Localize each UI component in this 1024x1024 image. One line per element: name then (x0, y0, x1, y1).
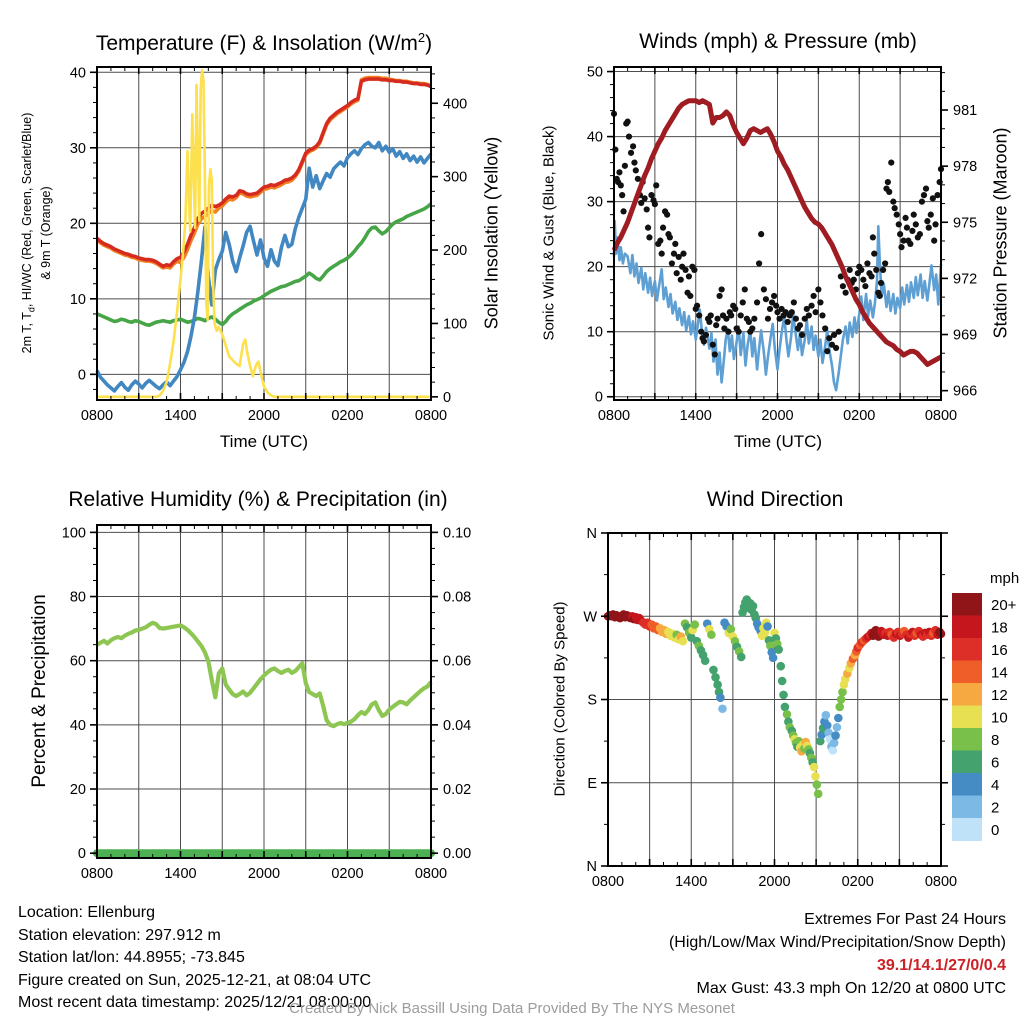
ylabel-direction-left: Direction (Colored By Speed) (551, 601, 569, 797)
station-info (18, 902, 371, 1015)
ylabel-insolation-right: Solar Insolation (Yellow) (481, 136, 502, 330)
y-tick-label-left: 10 (69, 291, 86, 308)
y-tick-label-left: 10 (586, 324, 603, 341)
colorbar-tick-label: 16 (991, 641, 1008, 659)
chart-rh-precip (62, 525, 471, 882)
x-tick-label: 0800 (414, 866, 448, 882)
extremes-subtitle: (High/Low/Max Wind/Precipitation/Snow Depth) (668, 934, 1006, 951)
x-tick-label: 1400 (675, 874, 708, 890)
colorbar-swatch (952, 593, 982, 616)
y-tick-label-left: 40 (586, 129, 603, 146)
ylabel-wind-left: Sonic Wind & Gust (Blue, Black) (540, 125, 558, 341)
y-tick-label-right: 969 (953, 327, 978, 344)
colorbar-tick-label: 14 (991, 664, 1008, 682)
y-tick-label-left: 20 (69, 782, 86, 799)
ylabel-pressure-right: Station Pressure (Maroon) (990, 127, 1011, 339)
extremes-title: Extremes For Past 24 Hours (804, 911, 1006, 928)
x-tick-label: 0800 (597, 408, 631, 424)
colorbar-swatch (952, 683, 982, 706)
chart-temp-insolation (70, 65, 467, 424)
y-tick-label-right: 981 (953, 103, 978, 120)
extremes-block (669, 908, 1006, 1000)
y-tick-label-left: 40 (69, 65, 86, 82)
y-tick-label-left: 60 (69, 653, 86, 670)
colorbar-tick-label: 12 (991, 686, 1008, 704)
y-tick-label-left: E (587, 775, 597, 792)
y-tick-label-left: W (583, 609, 597, 626)
y-tick-label-left: 30 (586, 194, 603, 211)
station-location: Location: Ellenburg (18, 904, 155, 921)
x-tick-label: 0800 (414, 408, 448, 424)
colorbar-tick-label: 18 (991, 619, 1008, 637)
x-tick-label: 0200 (331, 866, 364, 882)
colorbar-tick-label: 8 (991, 731, 1000, 749)
credit-line: Created By Nick Bassill Using Data Provided By The NYS Mesonet (289, 1000, 735, 1017)
x-tick-label: 0200 (843, 408, 876, 424)
colorbar-swatch (952, 661, 982, 684)
max-gust: Max Gust: 43.3 mph On 12/20 at 0800 UTC (696, 980, 1006, 997)
y-tick-label-left: 0 (77, 846, 86, 863)
colorbar-swatch (952, 638, 982, 661)
x-tick-label: 0800 (924, 408, 958, 424)
y-tick-label-left: 100 (61, 525, 86, 542)
ylabel-temp-left: 2m T, $T_d$, HI/WC (Red, Green, Scarlet/Blue) & 9m T (Orange) (19, 112, 53, 354)
x-tick-label: 0200 (331, 408, 364, 424)
extremes-values: 39.1/14.1/27/0/0.4 (877, 957, 1006, 974)
xlabel-temp: Time (UTC) (219, 432, 309, 451)
chart-title-rh-precip: Relative Humidity (%) & Precipitation (in) (68, 488, 448, 511)
x-tick-label: 1400 (164, 866, 197, 882)
y-tick-label-right: 975 (953, 215, 978, 232)
x-tick-label: 1400 (679, 408, 712, 424)
ylabel-rh-left: Percent & Precipitation (29, 594, 50, 788)
y-tick-label-left: 80 (69, 589, 86, 606)
data-timestamp: Most recent data timestamp: 2025/12/21 08:00:00 (18, 994, 372, 1011)
colorbar-swatch (952, 706, 982, 729)
y-tick-label-right: 100 (443, 316, 468, 333)
y-tick-label-right: 300 (443, 169, 468, 186)
speed-colorbar (952, 593, 1017, 841)
figure-created: Figure created on Sun, 2025-12-21, at 08:04 UTC (18, 971, 372, 989)
y-tick-label-right: 200 (443, 243, 468, 260)
chart-wind-direction (583, 526, 957, 890)
x-tick-label: 2000 (761, 408, 794, 424)
station-latlon: Station lat/lon: 44.8955; -73.845 (18, 949, 245, 966)
x-tick-label: 0200 (841, 874, 874, 890)
y-tick-label-left: 20 (586, 259, 603, 276)
y-tick-label-right: 0.06 (443, 653, 472, 670)
y-tick-label-left: 30 (69, 140, 86, 157)
y-tick-label-right: 0.02 (443, 782, 472, 799)
chart-title-winds-pressure: Winds (mph) & Pressure (mb) (639, 30, 917, 53)
colorbar-tick-label: 2 (991, 799, 1000, 817)
colorbar-tick-label: 0 (991, 821, 1000, 839)
colorbar-swatch (952, 796, 982, 819)
y-tick-label-right: 978 (953, 159, 978, 176)
x-tick-label: 1400 (164, 408, 197, 424)
y-tick-label-right: 0.08 (443, 589, 472, 606)
y-tick-label-left: 50 (586, 64, 603, 81)
colorbar-tick-label: 6 (991, 754, 1000, 772)
colorbar-tick-label: 4 (991, 776, 1000, 794)
colorbar-title: mph (990, 570, 1020, 587)
superscript-2: 2 (417, 30, 426, 45)
colorbar-swatch (952, 751, 982, 774)
xlabel-wind: Time (UTC) (733, 432, 823, 451)
y-tick-label-left: N (586, 859, 597, 875)
chart-winds-pressure (587, 65, 977, 424)
colorbar-tick-label: 20+ (991, 596, 1017, 614)
chart-title-temp-insolation: Temperature (F) & Insolation $(W/m^2)$ (95, 30, 433, 55)
y-tick-label-left: 0 (77, 367, 86, 384)
y-tick-label-left: 0 (594, 389, 603, 406)
y-tick-label-left: N (586, 526, 597, 542)
chart-title-wind-direction: Wind Direction (706, 488, 844, 511)
y-tick-label-right: 400 (443, 96, 468, 113)
colorbar-swatch (952, 616, 982, 639)
y-tick-label-right: 0.04 (443, 717, 472, 734)
y-tick-label-left: 20 (69, 216, 86, 233)
y-tick-label-right: 966 (953, 383, 978, 400)
y-tick-label-right: 972 (953, 271, 978, 288)
colorbar-swatch (952, 818, 982, 841)
x-tick-label: 0800 (924, 874, 958, 890)
colorbar-tick-label: 10 (991, 709, 1008, 727)
colorbar-swatch (952, 773, 982, 796)
y-tick-label-left: 40 (69, 717, 86, 734)
x-tick-label: 2000 (247, 408, 281, 424)
y-tick-label-right: 0.10 (443, 525, 472, 542)
x-tick-label: 0800 (80, 408, 114, 424)
y-tick-label-right: 0 (443, 389, 452, 406)
station-elevation: Station elevation: 297.912 m (18, 926, 221, 944)
colorbar-swatch (952, 728, 982, 751)
x-tick-label: 2000 (247, 866, 281, 882)
x-tick-label: 0800 (80, 866, 114, 882)
y-tick-label-right: 0.00 (443, 846, 472, 863)
x-tick-label: 2000 (758, 874, 791, 890)
x-tick-label: 0800 (591, 874, 625, 890)
y-tick-label-left: S (587, 692, 597, 709)
